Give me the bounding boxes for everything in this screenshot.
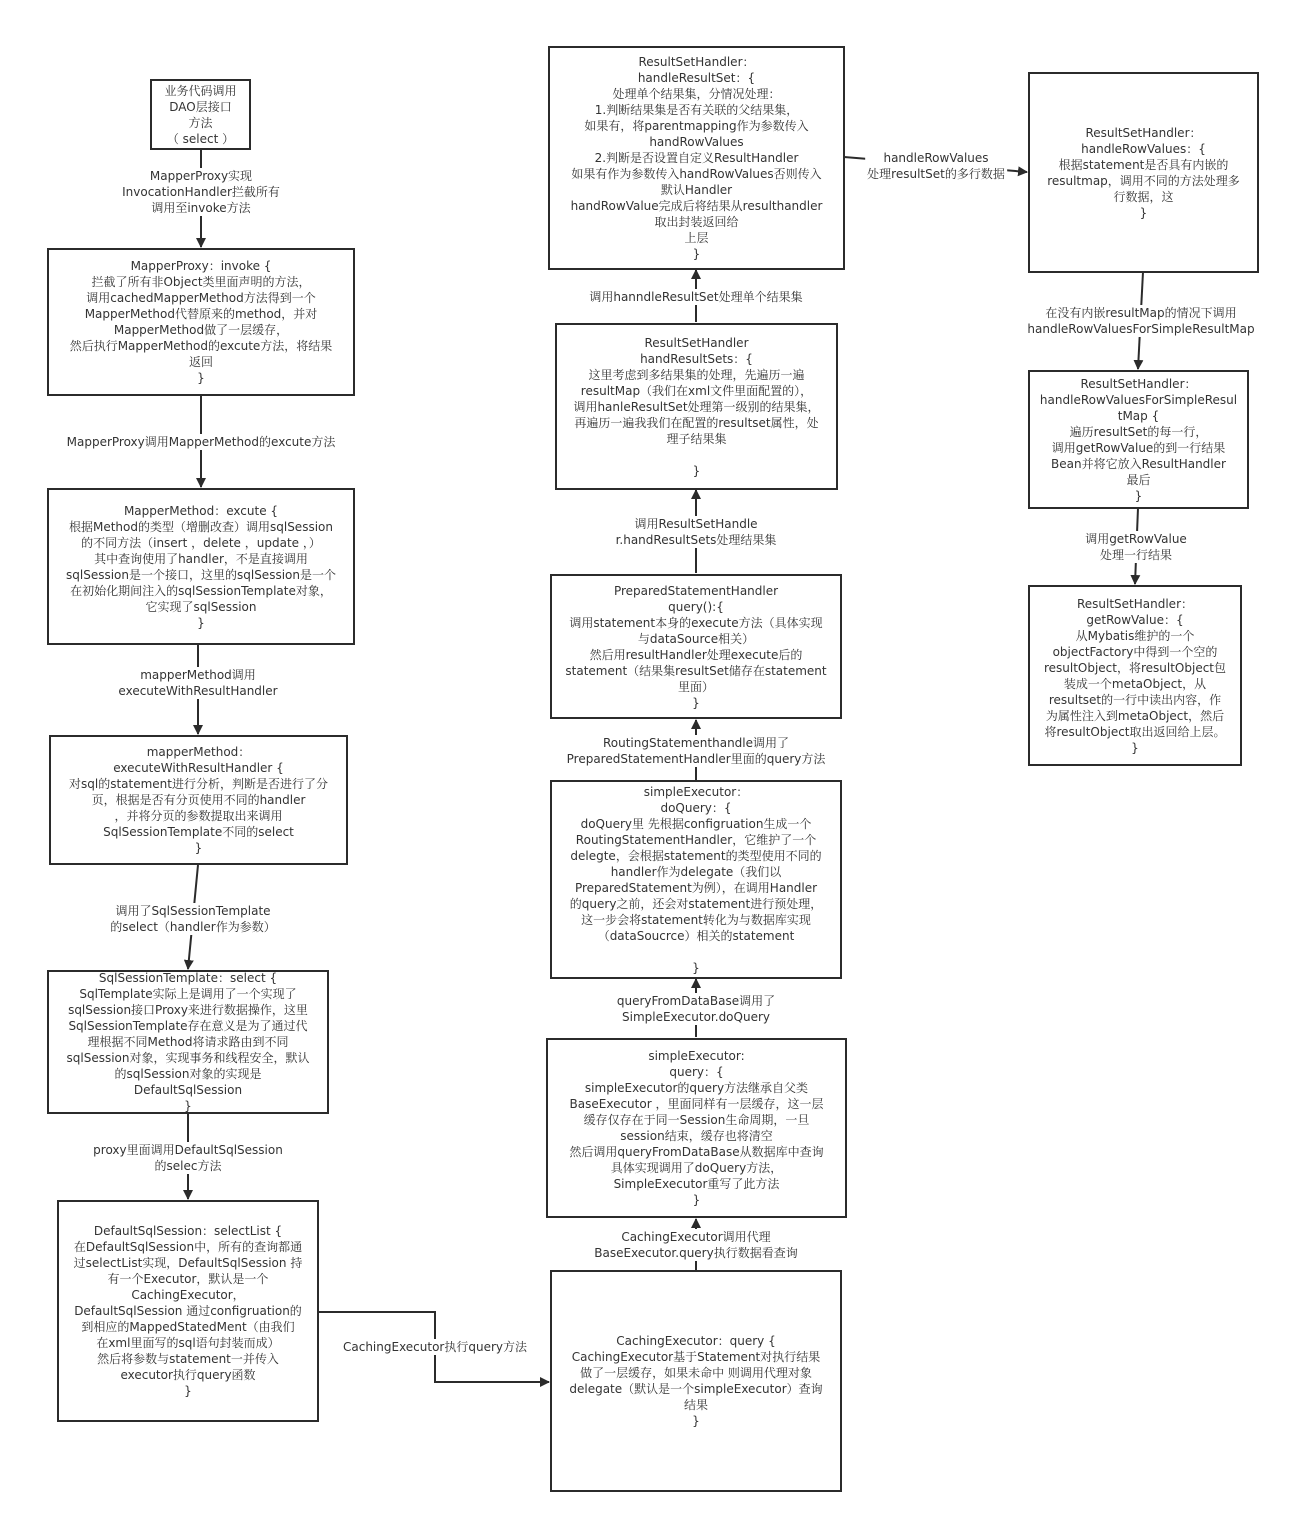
result-set-handler-result-sets-text: ResultSetHandler handResultSets：{ 这里考虑到多结果集的处理，先遍历一遍 resultMap（我们在xml文件里面配置的）， 调用hanleResultSet处理第一级别的结果集， 再遍历一遍我我们在配置的resultset属性，处 理子结果集 } xyxy=(573,335,820,478)
mapper-proxy-invoke-node xyxy=(47,248,355,396)
sql-session-template-select-text: SqlSessionTemplate：select { SqlTemplate实际上是调用了一个实现了 sqlSession接口Proxy来进行数据操作，这里 SqlSessionTemplate存在意义是为了通过代 理根据不同Method将请求路由到不同 sqlSession对象，实现事务和线程安全，默认 的sqlSession对象的实现是 DefaultSqlSession } xyxy=(66,971,310,1113)
handle-row-values-text: ResultSetHandler： handleRowValues：{ 根据statement是否具有内嵌的 resultmap，调用不同的方法处理多 行数据，这 } xyxy=(1047,125,1240,220)
handle-row-values-simple-node xyxy=(1028,370,1249,509)
edge-label-e12: handleRowValues 处理resultSet的多行数据 xyxy=(867,151,1005,181)
execute-with-result-handler-text: mapperMethod： executeWithResultHandler { 对sql的statement进行分析，判断是否进行了分 页，根据是否有分页使用不同的handler ，并将分页的参数提取出来调用 SqlSessionTemplate不同的select } xyxy=(69,745,328,855)
default-sql-session-selectlist-text: DefaultSqlSession：selectList { 在DefaultSqlSession中，所有的查询都通 过selectList实现，DefaultSqlSession 持 有一个Executor，默认是一个 CachingExecutor， DefaultSqlSession 通过configruation的 到相应的MappedStatedMent（由我们 在xml里面写的sql语句封装而成） 然后将参数与statement一并传入 executor执行query函数 } xyxy=(73,1224,303,1398)
simple-executor-doquery-text: simpleExecutor： doQuery：{ doQuery里 先根据configruation生成一个 RoutingStatementHandler，它维护了一个 delegte，会根据statement的类型使用不同的 handler作为delegate（我们以 PreparedStatement为例），在调用Handler 的query之前，还会对statement进行预处理， 这一步会将statement转化为与数据库实现 （dataSoucrce）相关的statement } xyxy=(569,784,823,975)
edge-label-e3: mapperMethod调用 executeWithResultHandler xyxy=(118,668,278,698)
edge-label-e8: queryFromDataBase调用了 SimpleExecutor.doQuery xyxy=(616,994,776,1024)
mapper-method-excute-node xyxy=(47,488,355,645)
get-row-value-node xyxy=(1028,585,1242,766)
edge-label-e13: 在没有内嵌resultMap的情况下调用 handleRowValuesForSimpleResultMap xyxy=(1027,306,1255,336)
edge-label-e10: 调用ResultSetHandle r.handResultSets处理结果集 xyxy=(615,517,777,547)
result-set-handler-result-set-node xyxy=(548,46,845,270)
edge-label-e14: 调用getRowValue 处理一行结果 xyxy=(1085,532,1187,562)
caching-executor-query-node xyxy=(550,1270,842,1492)
mapper-method-excute-text: MapperMethod：excute { 根据Method的类型（增删改查）调用sqlSession 的不同方法（insert ，delete ，update ，） 其中查询使用了handler，不是直接调用 sqlSession是一个接口，这里的sqlSession是一个 在初始化期间注入的sqlSessionTemplate对象， 它实现了sqlSession } xyxy=(66,503,336,630)
edge-label-e7: CachingExecutor调用代理 BaseExecutor.query执行数据看查询 xyxy=(594,1230,798,1260)
mapper-proxy-invoke-text: MapperProxy：invoke { 拦截了所有非Object类里面声明的方法， 调用cachedMapperMethod方法得到一个 MapperMethod代替原来的method，并对 MapperMethod做了一层缓存， 然后执行MapperMethod的excute方法，将结果 返回 } xyxy=(69,259,333,385)
default-sql-session-selectlist-node xyxy=(57,1200,319,1422)
execute-with-result-handler-node xyxy=(49,735,348,865)
dao-call-text: 业务代码调用 DAO层接口 方法 （ select ） xyxy=(164,83,237,146)
edge-label-e2: MapperProxy调用MapperMethod的excute方法 xyxy=(66,435,336,449)
simple-executor-doquery-node xyxy=(550,780,842,979)
simple-executor-query-text: simpleExecutor: query：{ simpleExecutor的query方法继承自父类 BaseExecutor ，里面同样有一层缓存，这一层 缓存仅存在于同一Session生命周期，一旦 session结束，缓存也将清空 然后调用queryFromDataBase从数据库中查询 具体实现调用了doQuery方法， SimpleExecutor重写了此方法 } xyxy=(569,1049,824,1207)
prepared-statement-handler-node xyxy=(550,574,842,719)
edge-label-e6: CachingExecutor执行query方法 xyxy=(342,1340,528,1354)
handle-row-values-simple-text: ResultSetHandler： handleRowValuesForSimpleResul tMap { 遍历resultSet的每一行， 调用getRowValue的到一行结果 Bean并将它放入ResultHandler 最后 } xyxy=(1039,376,1238,503)
edge-label-e5: proxy里面调用DefaultSqlSession 的selec方法 xyxy=(93,1143,283,1173)
edge-label-e4: 调用了SqlSessionTemplate 的select（handler作为参数） xyxy=(110,904,276,934)
result-set-handler-result-set-text: ResultSetHandler： handleResultSet：{ 处理单个结果集，分情况处理： 1.判断结果集是否有关联的父结果集， 如果有，将parentmapping作为参数传入 handRowValues 2.判断是否设置自定义ResultHandler 如果有作为参数传入handRowValues否则传入 默认Handler handRowValue完成后将结果从resulthandler 取出封装返回给 上层 } xyxy=(570,55,823,261)
edge-label-e9: RoutingStatementhandle调用了 PreparedStatementHandler里面的query方法 xyxy=(566,736,826,766)
sql-session-template-select-node xyxy=(47,970,329,1114)
edge-label-e1: MapperProxy实现 InvocationHandler拦截所有 调用至invoke方法 xyxy=(122,169,280,215)
dao-call-node xyxy=(150,79,251,150)
handle-row-values-node xyxy=(1028,72,1259,273)
get-row-value-text: ResultSetHandler： getRowValue：{ 从Mybatis维护的一个 objectFactory中得到一个空的 resultObject，将resultObject包 装成一个metaObject，从 resultset的一行中读出内容，作 为属性注入到metaObject，然后 将resultObject取出返回给上层。 } xyxy=(1043,596,1227,755)
prepared-statement-handler-text: PreparedStatementHandler query():{ 调用statement本身的execute方法（具体实现 与dataSource相关） 然后用resultHandler处理execute后的 statement（结果集resultSet储存在statement 里面） } xyxy=(565,583,827,710)
simple-executor-query-node xyxy=(546,1038,847,1218)
edge-label-e11: 调用hanndleResultSet处理单个结果集 xyxy=(589,290,803,304)
caching-executor-query-text: CachingExecutor：query { CachingExecutor基于Statement对执行结果 做了一层缓存，如果未命中 则调用代理对象 delegate（默认是一个simpleExecutor）查询 结果 } xyxy=(569,1334,823,1428)
result-set-handler-result-sets-node xyxy=(555,323,838,490)
